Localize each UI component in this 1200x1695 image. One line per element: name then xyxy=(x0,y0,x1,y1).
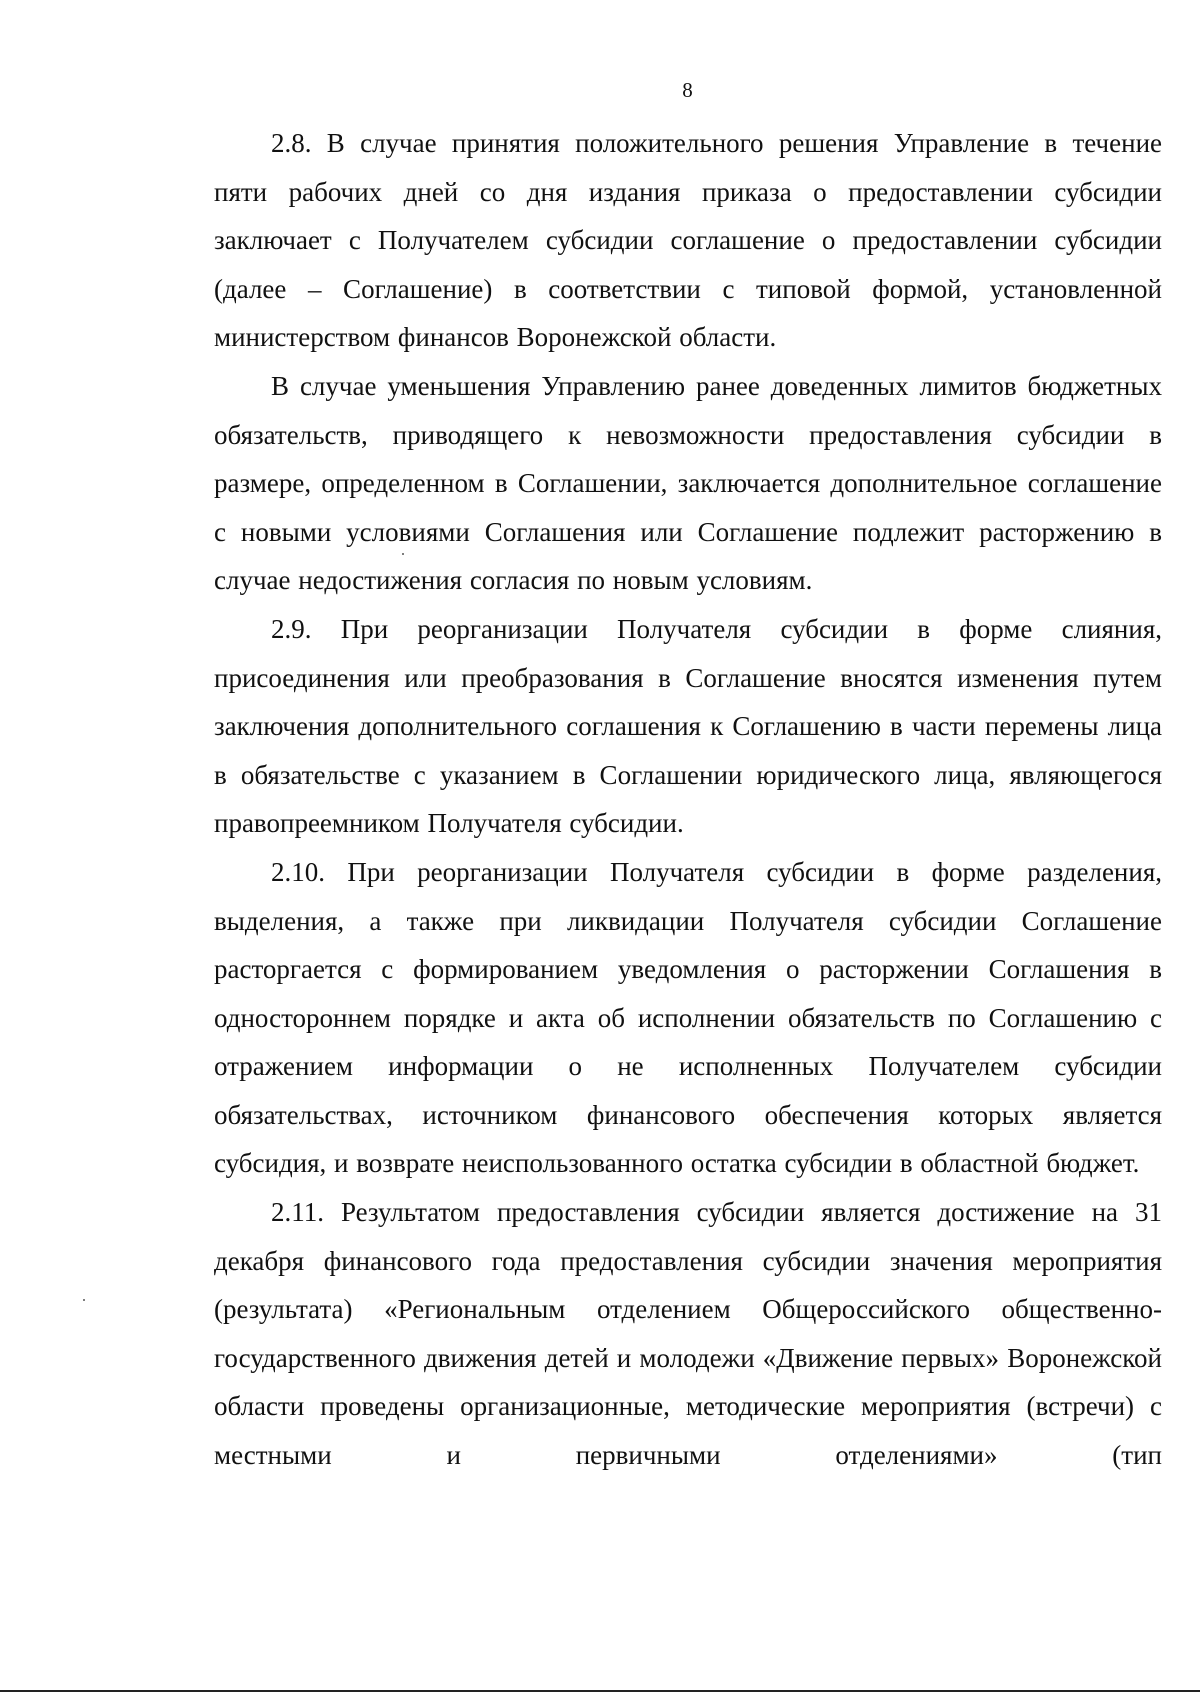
page-bottom-edge xyxy=(0,1690,1200,1692)
paragraph-2-11: 2.11. Результатом предоставления субсидии является достижение на 31 декабря финансового года предоставления субсидии значения мероприятия (результата) «Региональным отделением Общероссийского общественно-государственного движения детей и молодежи «Движение первых» Воронежской области проведены организационные, методические мероприятия (встречи) с местными и первичными отделениями» (тип xyxy=(214,1197,1162,1471)
page-number: 8 xyxy=(682,78,693,102)
paragraph-2-8-reduction: В случае уменьшения Управлению ранее доведенных лимитов бюджетных обязательств, приводящего к невозможности предоставления субсидии в размере, определенном в Соглашении, заключается дополнительное соглашение с новыми условиями Соглашения или Соглашение подлежит расторжению в случае недостижения согласия по новым условиям. xyxy=(214,370,1162,596)
paragraph-2-10: 2.10. При реорганизации Получателя субсидии в форме разделения, выделения, а также при ликвидации Получателя субсидии Соглашение расторгается с формированием уведомления о расторжении Соглашения в одностороннем порядке и акта об исполнении обязательств по Соглашению с отражением информации о не исполненных Получателем субсидии обязательствах, источником финансового обеспечения которых является субсидия, и возврате неиспользованного остатка субсидии в областной бюджет. xyxy=(214,856,1162,1179)
scan-speck xyxy=(402,553,404,555)
scan-speck xyxy=(83,1299,85,1301)
paragraph-2-9: 2.9. При реорганизации Получателя субсидии в форме слияния, присоединения или преобразования в Соглашение вносятся изменения путем заключения дополнительного соглашения к Соглашению в части перемены лица в обязательстве с указанием в Соглашении юридического лица, являющегося правопреемником Получателя субсидии. xyxy=(214,613,1162,839)
document-body xyxy=(214,119,1162,1480)
paragraph-2-8: 2.8. В случае принятия положительного решения Управление в течение пяти рабочих дней со дня издания приказа о предоставлении субсидии заключает с Получателем субсидии соглашение о предоставлении субсидии (далее – Соглашение) в соответствии с типовой формой, установленной министерством финансов Воронежской области. xyxy=(214,128,1162,353)
